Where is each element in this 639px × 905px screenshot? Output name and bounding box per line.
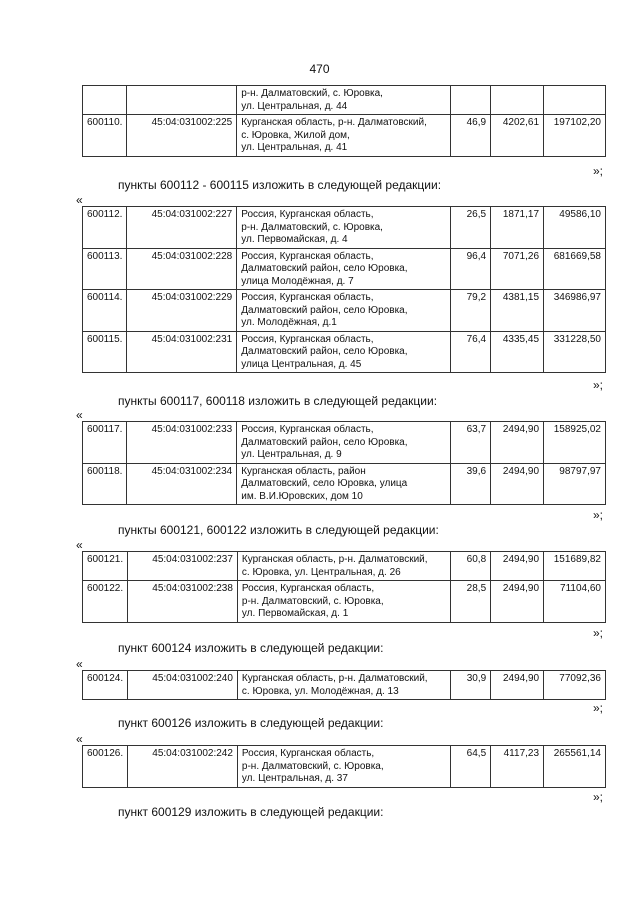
table-row [83,331,606,373]
address-cell [237,671,450,700]
close-quote: »; [592,701,603,715]
address-line: р-н. Далматовский, с. Юровка, [241,595,384,607]
row-number-cell: 600115. [83,331,127,373]
open-quote: « [76,538,83,552]
address-line: Россия, Курганская область, [241,209,374,220]
address-line: Россия, Курганская область, [241,333,374,345]
table-row [83,422,606,464]
address-cell [237,331,451,373]
section-heading: пункт 600124 изложить в следующей редакции: [118,641,384,655]
address-line: улица Молодёжная, д. 7 [241,275,354,287]
cadastral-number-cell: 45:04:031002:240 [128,671,238,700]
rate-cell: 4381,15 [491,290,544,332]
address-line: Далматовский, село Юровка, улица [241,478,408,489]
address-line: с. Юровка, Жилой дом, [241,129,350,141]
rate-cell: 4117,23 [491,746,544,788]
address-line: р-н. Далматовский, с. Юровка, [241,221,383,233]
area-cell: 26,5 [451,207,491,249]
cadastral-number-cell: 45:04:031002:231 [127,331,237,373]
address-line: Россия, Курганская область, [241,292,374,303]
cadastral-number-cell: 45:04:031002:227 [127,207,237,249]
rate-cell [491,86,544,115]
address-line: улица Центральная, д. 45 [241,358,362,370]
table-row [83,671,606,700]
cadastral-number-cell: 45:04:031002:228 [127,248,237,290]
cadastral-number-cell: 45:04:031002:225 [127,115,237,157]
data-table-continuation [82,85,606,157]
address-cell [237,290,451,332]
address-cell [237,248,451,290]
row-number-cell: 600118. [83,463,127,505]
area-cell: 63,7 [451,422,491,464]
section-heading: пункт 600129 изложить в следующей редакции: [118,805,384,819]
table-row [83,463,606,505]
address-line: ул. Первомайская, д. 4 [241,234,348,245]
address-cell [237,422,451,464]
section-heading: пункты 600117, 600118 изложить в следующей редакции: [118,394,438,408]
cadastral-value-cell: 265561,14 [544,746,606,788]
address-line: Курганская область, район [241,465,366,477]
table-row [83,290,606,332]
table-row [83,86,606,115]
cadastral-number-cell: 45:04:031002:238 [128,581,238,623]
row-number-cell: 600113. [83,248,127,290]
row-number-cell [83,86,127,115]
close-quote: »; [592,164,603,178]
row-number-cell: 600122. [83,581,128,623]
section-heading: пункты 600112 - 600115 изложить в следующей редакции: [118,178,442,192]
table-row [83,248,606,290]
address-line: ул. Центральная, д. 9 [241,449,342,460]
address-line: ул. Центральная, д. 37 [241,773,348,784]
cadastral-value-cell: 77092,36 [544,671,606,700]
cadastral-number-cell: 45:04:031002:234 [127,463,237,505]
address-line: им. В.И.Юровских, дом 10 [241,490,363,502]
rate-cell: 2494,90 [491,463,544,505]
page-number: 470 [309,62,330,76]
table-row [83,581,606,623]
address-cell [237,552,450,581]
rate-cell: 4335,45 [491,331,544,373]
open-quote: « [76,193,83,207]
cadastral-value-cell: 151689,82 [544,552,606,581]
rate-cell: 1871,17 [491,207,544,249]
close-quote: »; [592,508,603,522]
address-line: ул. Первомайская, д. 1 [241,608,349,619]
area-cell: 46,9 [451,115,491,157]
area-cell: 60,8 [451,552,491,581]
address-cell [237,581,450,623]
area-cell: 64,5 [451,746,491,788]
data-table [82,206,606,373]
address-line: Россия, Курганская область, [241,424,374,435]
address-line: Россия, Курганская область, [241,583,375,594]
table-row [83,115,606,157]
address-cell [237,463,451,505]
open-quote: « [76,408,83,422]
cadastral-value-cell: 71104,60 [544,581,606,623]
address-line: с. Юровка, ул. Центральная, д. 26 [241,566,401,578]
area-cell: 76,4 [451,331,491,373]
cadastral-value-cell [544,86,606,115]
cadastral-value-cell: 331228,50 [544,331,606,373]
area-cell: 79,2 [451,290,491,332]
row-number-cell: 600121. [83,552,128,581]
address-cell [237,207,451,249]
address-cell [237,86,451,115]
address-cell [237,115,451,157]
rate-cell: 2494,90 [491,671,544,700]
cadastral-number-cell: 45:04:031002:233 [127,422,237,464]
area-cell: 30,9 [451,671,491,700]
address-line: р-н. Далматовский, с. Юровка, [241,760,384,772]
cadastral-value-cell: 681669,58 [544,248,606,290]
address-line: Курганская область, р-н. Далматовский, [241,554,428,565]
close-quote: »; [592,626,603,640]
address-line: Далматовский район, село Юровка, [241,346,408,357]
cadastral-value-cell: 49586,10 [544,207,606,249]
area-cell: 39,6 [451,463,491,505]
cadastral-number-cell: 45:04:031002:229 [127,290,237,332]
address-line: Далматовский район, село Юровка, [241,263,408,274]
row-number-cell: 600112. [83,207,127,249]
address-line: ул. Центральная, д. 41 [241,142,348,153]
table-row [83,746,606,788]
address-line: Далматовский район, село Юровка, [241,304,408,316]
address-cell [237,746,450,788]
data-table [82,745,606,788]
table-row [83,552,606,581]
row-number-cell: 600114. [83,290,127,332]
cadastral-value-cell: 98797,97 [544,463,606,505]
cadastral-value-cell: 197102,20 [544,115,606,157]
address-line: Россия, Курганская область, [241,250,374,262]
area-cell: 28,5 [451,581,491,623]
close-quote: »; [592,790,603,804]
cadastral-number-cell: 45:04:031002:237 [128,552,238,581]
address-line: Россия, Курганская область, [241,748,375,759]
table-row [83,207,606,249]
cadastral-number-cell [127,86,237,115]
address-line: с. Юровка, ул. Молодёжная, д. 13 [241,685,399,697]
cadastral-value-cell: 158925,02 [544,422,606,464]
address-line: Далматовский район, село Юровка, [241,436,408,448]
area-cell: 96,4 [451,248,491,290]
data-table [82,670,606,700]
data-table [82,421,606,505]
rate-cell: 4202,61 [491,115,544,157]
row-number-cell: 600126. [83,746,128,788]
cadastral-number-cell: 45:04:031002:242 [128,746,238,788]
rate-cell: 2494,90 [491,552,544,581]
rate-cell: 2494,90 [491,581,544,623]
address-line: р-н. Далматовский, с. Юровка, [241,88,383,99]
rate-cell: 7071,26 [491,248,544,290]
data-table [82,551,606,623]
section-heading: пункт 600126 изложить в следующей редакции: [118,716,384,730]
address-line: Курганская область, р-н. Далматовский, [241,117,427,128]
area-cell [451,86,491,115]
address-line: Курганская область, р-н. Далматовский, [241,673,428,684]
address-line: ул. Молодёжная, д.1 [241,317,337,328]
open-quote: « [76,732,83,746]
rate-cell: 2494,90 [491,422,544,464]
address-line: ул. Центральная, д. 44 [241,100,348,112]
row-number-cell: 600117. [83,422,127,464]
close-quote: »; [592,378,603,392]
section-heading: пункты 600121, 600122 изложить в следующей редакции: [118,523,439,537]
open-quote: « [76,657,83,671]
cadastral-value-cell: 346986,97 [544,290,606,332]
row-number-cell: 600124. [83,671,128,700]
row-number-cell: 600110. [83,115,127,157]
